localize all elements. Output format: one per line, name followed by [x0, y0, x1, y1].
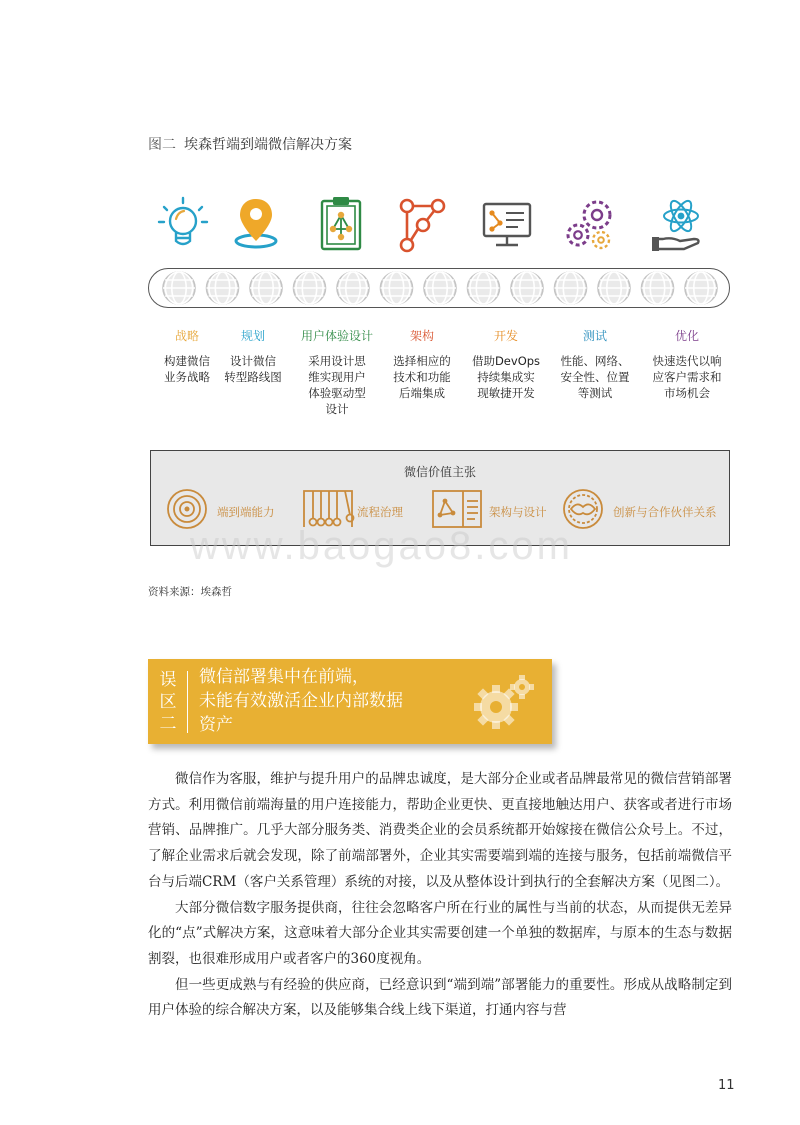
myth-tag-char: 误: [159, 670, 177, 690]
figure-caption: [148, 134, 352, 154]
stage-desc-line: 安全性、位置: [560, 370, 630, 384]
globe-icon: [685, 272, 717, 304]
globe-icon: [511, 272, 543, 304]
globe-icon: [642, 272, 674, 304]
paragraph: 但一些更成熟与有经验的供应商，已经意识到“端到端”部署能力的重要性。形成从战略制定到用户体验的综合解决方案，以及能够集合线上线下渠道，打通内容与营: [148, 976, 732, 1019]
atom-hand-icon: [650, 195, 708, 255]
globe-icon: [424, 272, 456, 304]
paragraph: 微信作为客服，维护与提升用户的品牌忠诚度，是大部分企业或者品牌最常见的微信营销部署方式。利用微信前端海量的用户连接能力，帮助企业更快、更直接地触达用户、获客或者进行市场营销、品牌推广。几乎大部分服务类、消费类企业的会员系统都开始嫁接在微信公众号上。不过，了解企业需求后就会发现，除了前端部署外，企业其实需要端到端的连接与服务，包括前端微信平台与后端CRM（客户关系管理）系统的对接，以及从整体设计到执行的全套解决方案（见图二）。: [148, 771, 732, 890]
stage-desc-line: 构建微信: [164, 354, 210, 368]
value-item-label: 创新与合作伙伴关系: [613, 505, 717, 519]
value-item-label: 流程治理: [357, 505, 403, 519]
clipboard-network-icon: [313, 195, 371, 255]
monitor-chart-icon: [478, 195, 536, 255]
stage-title: 用户体验设计: [300, 329, 373, 343]
stage-desc-line: 性能、网络、: [560, 354, 630, 368]
page-number: 11: [718, 1078, 735, 1093]
stage-desc-line: 市场机会: [664, 386, 710, 400]
gear-icon: [472, 675, 536, 731]
stage-desc: [209, 353, 297, 385]
value-box-title: 微信价值主张: [403, 465, 476, 479]
stage-desc-line: 借助DevOps: [471, 354, 541, 368]
stage-title: 测试: [582, 329, 607, 343]
myth-heading-line: 微信部署集中在前端，: [199, 667, 369, 687]
stage-desc: [293, 353, 381, 417]
value-item-label: 架构与设计: [489, 505, 547, 519]
stage-desc: [462, 353, 550, 401]
stage-desc-line: 转型路线图: [224, 370, 282, 384]
stage-title: 优化: [674, 329, 699, 343]
paragraph: 大部分微信数字服务提供商，往往会忽略客户所在行业的属性与当前的状态，从而提供无差异化的“点”式解决方案，这意味着大部分企业其实需要创建一个单独的数据库，与原本的生态与数据割裂，也很难形成用户或者客户的360度视角。: [148, 899, 732, 967]
stage-development: [462, 327, 550, 401]
stage-desc-line: 采用设计思: [308, 354, 366, 368]
stage-desc-line: 持续集成实: [477, 370, 535, 384]
stage-optimization: [643, 327, 731, 401]
globe-icon: [598, 272, 630, 304]
stage-desc-line: 设计: [325, 402, 349, 416]
myth-banner: [148, 659, 552, 744]
stage-desc-line: 应客户需求和: [652, 370, 722, 384]
stage-title: 规划: [240, 329, 265, 343]
stage-title: 战略: [174, 329, 199, 343]
stage-desc: [378, 353, 466, 401]
myth-tag-char: 区: [159, 692, 177, 712]
figure-title: 埃森哲端到端微信解决方案: [184, 137, 352, 153]
stage-desc-line: 现敏捷开发: [477, 386, 535, 400]
stage-planning: [209, 327, 297, 385]
lightbulb-icon: [156, 195, 214, 255]
gears-icon: [562, 195, 620, 255]
myth-heading-line: 资产: [199, 715, 233, 735]
node-graph-icon: [394, 195, 452, 255]
stage-desc-line: 维实现用户: [308, 370, 366, 384]
stage-desc-line: 业务战略: [164, 370, 210, 384]
stage-desc: [551, 353, 639, 401]
watermark: www.baogao8.com: [190, 524, 573, 568]
stage-desc-line: 选择相应的: [393, 354, 451, 368]
source-note: 资料来源：埃森哲: [148, 586, 232, 598]
stage-title: 开发: [493, 329, 518, 343]
stage-desc-line: 技术和功能: [393, 370, 451, 384]
globe-icon: [555, 272, 587, 304]
globe-icon: [207, 272, 239, 304]
stage-desc-line: 后端集成: [399, 386, 445, 400]
body-text: [148, 767, 732, 1024]
stage-ux-design: [293, 327, 381, 417]
globe-icon: [468, 272, 500, 304]
myth-heading: [199, 665, 469, 737]
stage-desc-line: 体验驱动型: [308, 386, 366, 400]
globe-icon: [381, 272, 413, 304]
globe-icon: [163, 272, 195, 304]
stage-icon-row: [148, 195, 730, 255]
myth-tag: [158, 669, 178, 735]
stage-desc-line: 快速迭代以响: [652, 354, 722, 368]
stage-architecture: [378, 327, 466, 401]
stage-desc-line: 等测试: [577, 386, 613, 400]
stage-desc-line: 设计微信: [230, 354, 276, 368]
myth-heading-line: 未能有效激活企业内部数据: [199, 691, 403, 711]
globe-icon: [250, 272, 282, 304]
stage-desc: [643, 353, 731, 401]
myth-divider: [187, 671, 188, 733]
globe-icon: [294, 272, 326, 304]
stage-testing: [551, 327, 639, 401]
globe-track: [148, 268, 730, 308]
globe-icon: [337, 272, 369, 304]
myth-tag-char: 二: [159, 714, 177, 734]
figure-number: 图二: [148, 137, 176, 153]
location-pin-icon: [228, 195, 286, 255]
value-item-innovation-partnership: [561, 487, 729, 531]
globe-row-graphic: [149, 269, 731, 309]
stage-title: 架构: [409, 329, 434, 343]
value-item-label: 端到端能力: [217, 505, 275, 519]
